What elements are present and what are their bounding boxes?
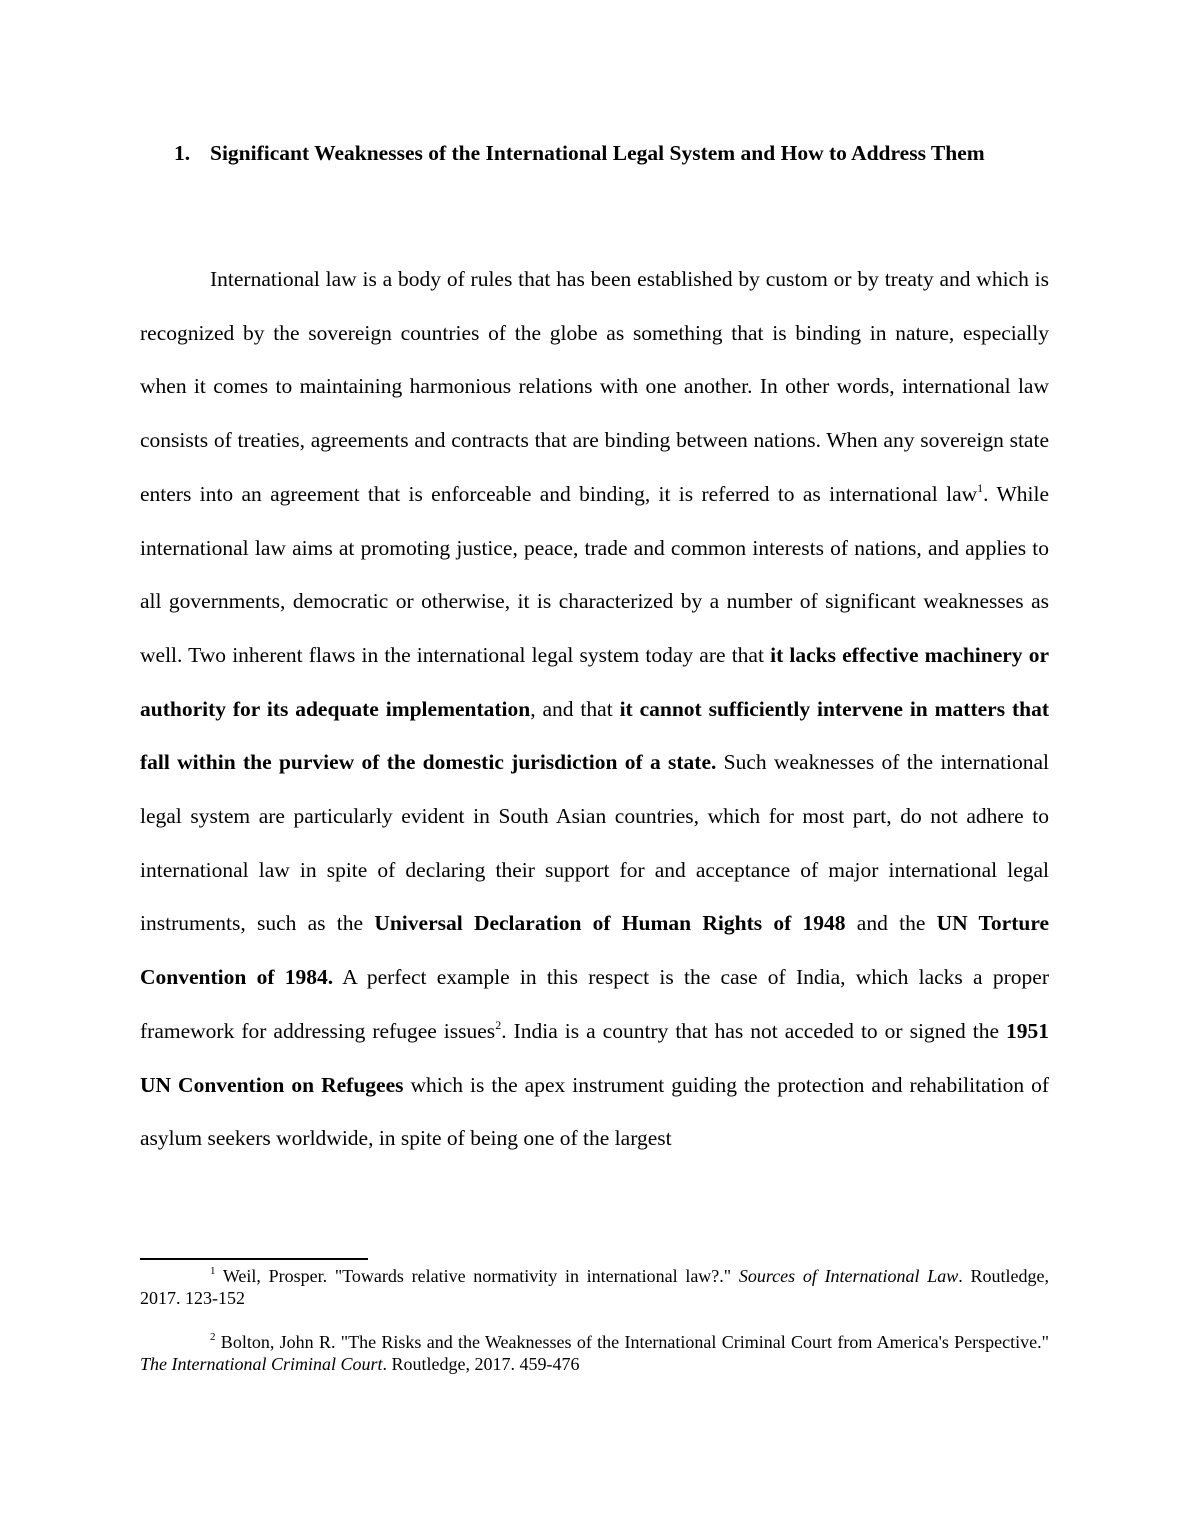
heading-number: 1. [174, 141, 191, 165]
footnote-mark-2: 2 [210, 1331, 216, 1343]
paragraph-text-7: . India is a country that has not acceded to or signed the [501, 1018, 1006, 1043]
paragraph-text-4: Such weaknesses of the international legal system are particularly evident in South Asian countries, which for most part, do not adhere to international law in spite of declaring their support for and acceptance of major international legal instruments, such as the [140, 750, 1049, 936]
footnote-mark-1: 1 [210, 1265, 216, 1277]
bold-phrase-torture-convention: UN Torture Convention of 1984. [140, 911, 1050, 990]
bold-phrase-domestic-jurisdiction: it cannot sufficiently intervene in matters that fall within the purview of the domestic jurisdiction of a state. [140, 696, 1049, 775]
paragraph-text-3: , and that [530, 696, 620, 721]
footnote-1 [140, 1265, 1049, 1309]
paragraph-text-5: and the [845, 911, 937, 936]
paragraph-text-1: International law is a body of rules that has been established by custom or by treaty and which is recognized by the sovereign countries of the globe as something that is binding in nature, especially when it comes to maintaining harmonious relations with one another. In other words, international law consists of treaties, agreements and contracts that are binding between nations. When any sovereign state enters into an agreement that is enforceable and binding, it is referred to as international law [140, 267, 1049, 506]
paragraph-text-6: A perfect example in this respect is the case of India, which lacks a proper framework for addressing refugee issues [140, 965, 1049, 1043]
footnote-reference-1[interactable]: 1 [977, 480, 984, 495]
paragraph-text-2: . While international law aims at promoting justice, peace, trade and common interests of nations, and applies to all governments, democratic or otherwise, it is characterized by a number of significant weaknesses as well. Two inherent flaws in the international legal system today are that [140, 481, 1049, 667]
section-heading [140, 126, 1049, 180]
footnote-1-text: Weil, Prosper. "Towards relative normativity in international law?." [215, 1266, 739, 1286]
bold-phrase-implementation: it lacks effective machinery or authority for its adequate implementation [140, 642, 1049, 721]
footnote-2-publisher: . Routledge, 2017. 459-476 [382, 1354, 580, 1374]
heading-title: Significant Weaknesses of the International Legal System and How to Address Them [210, 141, 985, 165]
body-paragraph [140, 253, 1049, 1166]
footnote-1-publisher: . Routledge, 2017. 123-152 [140, 1266, 1049, 1308]
bold-phrase-udhr: Universal Declaration of Human Rights of 1948 [374, 911, 846, 936]
bold-phrase-refugee-convention: 1951 UN Convention on Refugees [140, 1018, 1049, 1097]
footnote-2-text: Bolton, John R. "The Risks and the Weaknesses of the International Criminal Court from America's Perspective." [215, 1332, 1049, 1352]
footnote-2-source-title: The International Criminal Court [140, 1354, 383, 1374]
footnote-1-source-title: Sources of International Law [738, 1266, 959, 1286]
footnote-separator [140, 1258, 368, 1260]
paragraph-text-8: which is the apex instrument guiding the protection and rehabilitation of asylum seekers worldwide, in spite of being one of the largest [140, 1072, 1049, 1151]
footnote-reference-2[interactable]: 2 [495, 1017, 502, 1032]
footnote-2 [140, 1331, 1049, 1375]
